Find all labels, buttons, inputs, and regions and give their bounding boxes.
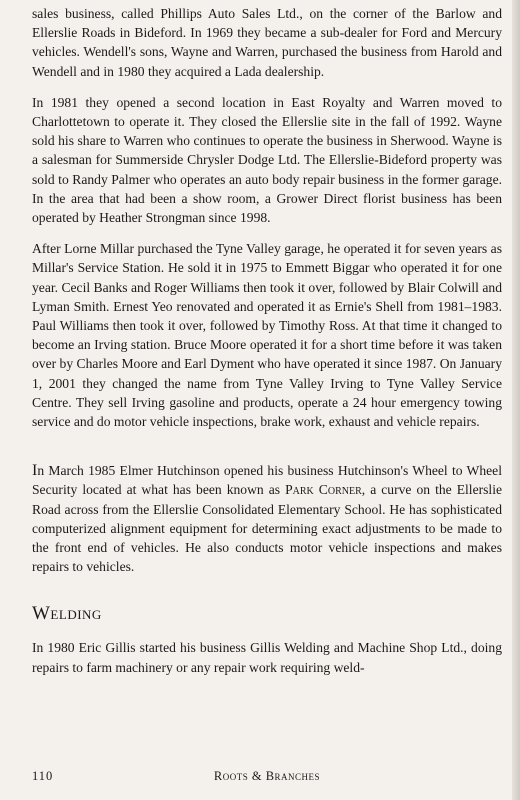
paragraph-hutchinson [32, 461, 502, 576]
place-name: Park Corner [285, 482, 362, 498]
paragraph-east-royalty: In 1981 they opened a second location in East Royalty and Warren moved to Charlottetown to operate it. They closed the Ellerslie site in the fall of 1992. Wayne sold his share to Warren who continues to operate the business in Sherwood. Wayne is a salesman for Summerside Chrysler Dodge Ltd. The Ellerslie-Bideford property was sold to Randy Palmer who operates an auto body repair business in the former garage. In the area that had been a show room, a Grower Direct florist business has been operated by Heather Strongman since 1998. [32, 94, 502, 226]
paragraph-text: , a curve on the Ellerslie Road across from the Ellerslie Consolidated Elementary School. He has sophisticated computerized alignment equipment for determining exact adjustments to be made to the front end of vehicles. He also conducts motor vehicle inspections and makes repairs to vehicles. [32, 482, 503, 575]
paragraph-gillis-welding: In 1980 Eric Gillis started his business Gillis Welding and Machine Shop Ltd., doing repairs to farm machinery or any repair work requiring weld- [32, 640, 502, 675]
page-number: 110 [32, 769, 54, 783]
paragraph-phillips-auto-sales: sales business, called Phillips Auto Sales Ltd., on the corner of the Barlow and Ellerslie Roads in Bideford. In 1969 they became a sub-dealer for Ford and Mercury vehicles. Wendell's sons, Wayne and Warren, purchased the business from Harold and Wendell and in 1980 they acquired a Lada dealership. [32, 6, 502, 79]
paragraph-text: n March 1985 Elmer Hutchinson opened his business Hutchinson's Wheel to Wheel Security located at what has been known as [32, 463, 502, 498]
paragraph-tyne-valley-garage: After Lorne Millar purchased the Tyne Valley garage, he operated it for seven years as Millar's Service Station. He sold it in 1975 to Emmett Biggar who operated it for one year. Cecil Banks and Roger Williams then took it over, followed by Blair Colwill and Lyman Smith. Ernest Yeo renovated and operated it as Ernie's Shell from 1981–1983. Paul Williams then took it over, followed by Timothy Ross. At that time it changed to become an Irving station. Bruce Moore operated it for a short time before it was taken over by Charles Moore and Earl Dyment who have operated it since 1987. On January 1, 2001 they changed the name from Tyne Valley Irving to Tyne Valley Service Centre. They sell Irving gasoline and products, operate a 24 hour emergency towing service and do motor vehicle inspections, brake work, exhaust and vehicle repairs. [32, 241, 502, 430]
paragraph-initial-letter: I [32, 462, 38, 480]
page-edge [512, 0, 520, 800]
running-title: Roots & Branches [213, 769, 321, 783]
section-heading: Welding [32, 603, 102, 625]
page-body [32, 0, 502, 677]
